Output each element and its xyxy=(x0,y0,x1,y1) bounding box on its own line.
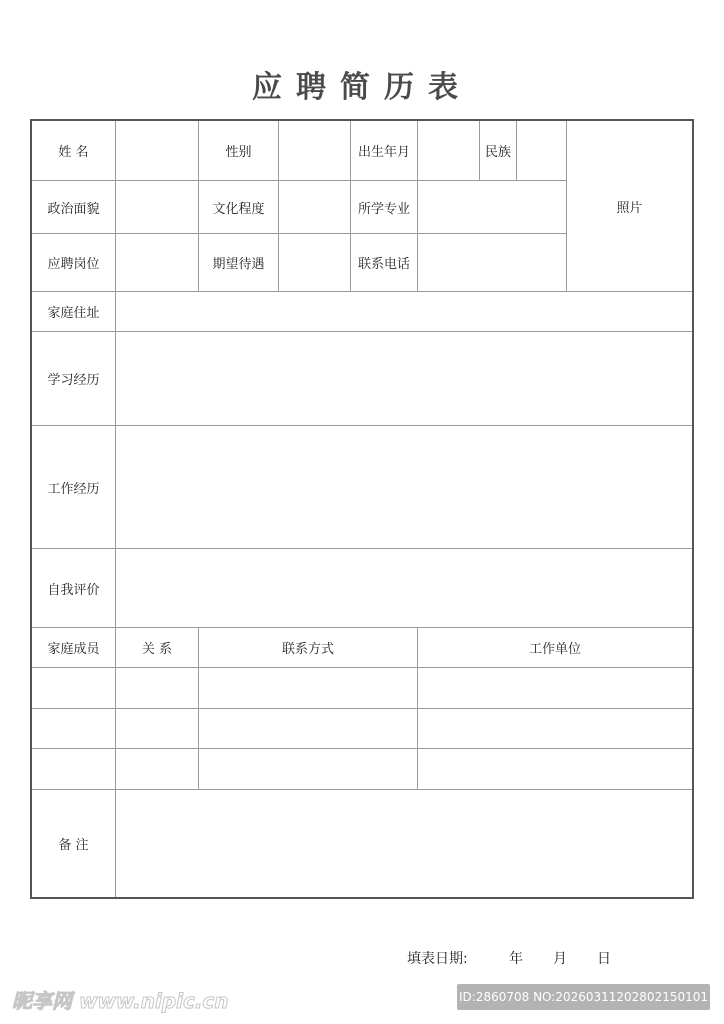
remarks-field[interactable] xyxy=(116,790,692,897)
family-row-1-employer[interactable] xyxy=(418,668,692,708)
label-gender: 性别 xyxy=(225,145,252,160)
family-row-3-employer[interactable] xyxy=(418,749,692,789)
family-row-1-member[interactable] xyxy=(32,668,115,708)
family-row-3-relation[interactable] xyxy=(116,749,198,789)
label-expected-salary: 期望待遇 xyxy=(212,257,265,272)
label-employer: 工作单位 xyxy=(528,642,581,657)
expected-salary-field[interactable] xyxy=(279,234,350,291)
fill-date-day-label: 日 xyxy=(597,951,611,967)
family-row-3-member[interactable] xyxy=(32,749,115,789)
label-ethnicity: 民族 xyxy=(484,145,511,160)
label-self-evaluation: 自我评价 xyxy=(47,582,100,598)
page-title: 应聘简历表 xyxy=(252,70,472,105)
work-history-field[interactable] xyxy=(116,426,692,548)
watermark-logo: 昵享网 www.nipic.cn xyxy=(12,989,229,1013)
birth-field[interactable] xyxy=(418,121,479,180)
family-row-2-member[interactable] xyxy=(32,709,115,748)
label-contact: 联系方式 xyxy=(281,642,334,657)
self-evaluation-field[interactable] xyxy=(116,549,692,627)
resume-form-table xyxy=(30,119,694,899)
address-field[interactable] xyxy=(116,292,692,331)
family-row-3-contact[interactable] xyxy=(199,749,417,789)
major-field[interactable] xyxy=(418,181,566,233)
watermark-id-badge: ID:2860708 NO:20260311202802150101 xyxy=(457,984,710,1010)
family-row-2-employer[interactable] xyxy=(418,709,692,748)
label-remarks: 备 注 xyxy=(58,838,89,853)
fill-date-label: 填表日期: xyxy=(407,951,468,967)
label-position: 应聘岗位 xyxy=(47,257,100,272)
gender-field[interactable] xyxy=(279,121,350,180)
label-birth: 出生年月 xyxy=(357,145,410,160)
ethnicity-field[interactable] xyxy=(517,121,566,180)
label-work-history: 工作经历 xyxy=(47,481,100,497)
fill-date-month-label: 月 xyxy=(553,951,567,967)
label-family-members: 家庭成员 xyxy=(47,642,100,657)
label-study-history: 学习经历 xyxy=(47,373,100,388)
family-row-1-contact[interactable] xyxy=(199,668,417,708)
label-phone: 联系电话 xyxy=(357,257,410,272)
photo-box[interactable]: 照片 xyxy=(616,200,643,216)
phone-field[interactable] xyxy=(418,234,566,291)
label-relation: 关 系 xyxy=(141,642,173,657)
label-address: 家庭住址 xyxy=(47,306,100,321)
education-level-field[interactable] xyxy=(279,181,350,233)
position-field[interactable] xyxy=(116,234,198,291)
family-row-1-relation[interactable] xyxy=(116,668,198,708)
name-field[interactable] xyxy=(116,121,198,180)
family-row-2-contact[interactable] xyxy=(199,709,417,748)
label-education-level: 文化程度 xyxy=(212,201,265,217)
fill-date-year-label: 年 xyxy=(509,951,523,967)
label-major: 所学专业 xyxy=(357,201,410,217)
study-history-field[interactable] xyxy=(116,332,692,425)
label-name: 姓 名 xyxy=(58,145,89,160)
family-row-2-relation[interactable] xyxy=(116,709,198,748)
political-status-field[interactable] xyxy=(116,181,198,233)
label-political-status: 政治面貌 xyxy=(47,201,100,217)
